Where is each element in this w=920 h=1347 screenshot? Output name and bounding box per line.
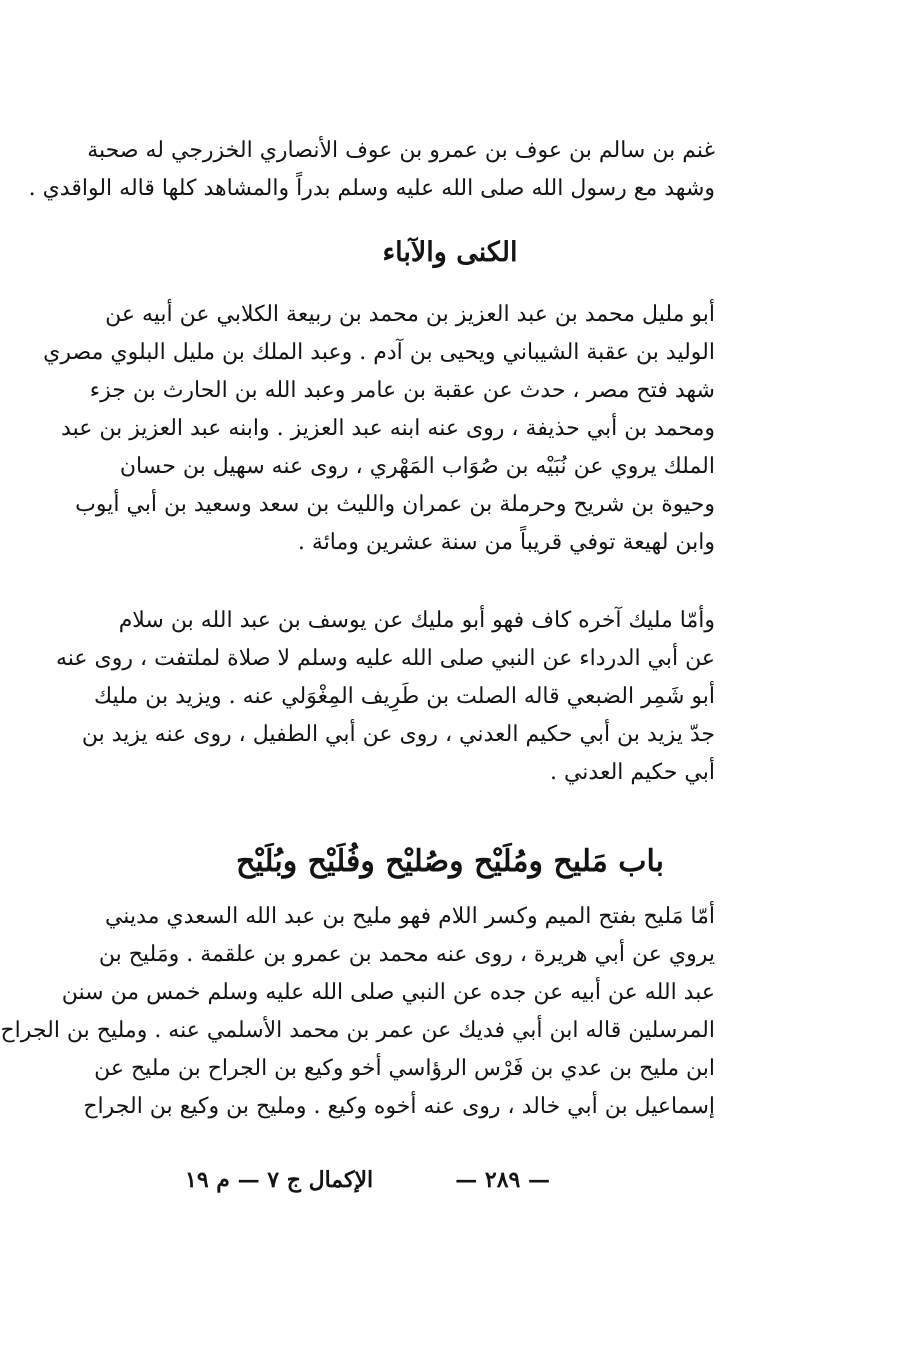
text-line: عبد الله عن أبيه عن جده عن النبي صلى الله عليه وسلم خمس من سنن bbox=[61, 980, 715, 1005]
text-line: أبو شَمِر الضبعي قاله الصلت بن طَرِيف المِغْوَلي عنه . ويزيد بن مليك bbox=[94, 684, 715, 709]
text-line: أبو مليل محمد بن عبد العزيز بن محمد بن ربيعة الكلابي عن أبيه عن bbox=[105, 302, 715, 327]
chapter-heading: باب مَليح ومُلَيْح وصُليْح وفُلَيْح وبُلَيْح bbox=[236, 844, 664, 879]
page-number: — ٢٨٩ — bbox=[455, 1167, 550, 1193]
text-line: الملك يروي عن نُبَيْه بن صُوَاب المَهْري ، روى عنه سهيل بن حسان bbox=[119, 454, 715, 479]
text-line: ومحمد بن أبي حذيفة ، روى عنه ابنه عبد العزيز . وابنه عبد العزيز بن عبد bbox=[61, 416, 715, 441]
text-line: يروي عن أبي هريرة ، روى عنه محمد بن عمرو بن علقمة . ومَليح بن bbox=[98, 942, 715, 967]
section-heading: الكنى والآباء bbox=[382, 237, 518, 268]
text-line: وابن لهيعة توفي قريباً من سنة عشرين ومائة . bbox=[297, 530, 715, 555]
page-footer bbox=[185, 1160, 715, 1200]
paragraph bbox=[0, 898, 715, 1126]
text-line: وأمّا مليك آخره كاف فهو أبو مليك عن يوسف بن عبد الله بن سلام bbox=[118, 608, 715, 633]
text-line: إسماعيل بن أبي خالد ، روى عنه أخوه وكيع . ومليح بن وكيع بن الجراح bbox=[83, 1094, 715, 1119]
text-line: أبي حكيم العدني . bbox=[549, 760, 715, 785]
paragraph bbox=[55, 602, 715, 792]
text-line: المرسلين قاله ابن أبي فديك عن عمر بن محمد الأسلمي عنه . ومليح بن الجراح bbox=[0, 1018, 715, 1043]
text-line: شهد فتح مصر ، حدث عن عقبة بن عامر وعبد الله بن الحارث بن جزء bbox=[89, 378, 715, 403]
text-line: ابن مليح بن عدي بن فَرْس الرؤاسي أخو وكيع بن الجراح بن مليح عن bbox=[94, 1056, 715, 1081]
text-line: جدّ يزيد بن أبي حكيم العدني ، روى عن أبي الطفيل ، روى عنه يزيد بن bbox=[81, 722, 715, 747]
top-paragraph bbox=[28, 132, 715, 208]
text-line: وحيوة بن شريح وحرملة بن عمران والليث بن سعد وسعيد بن أبي أيوب bbox=[75, 492, 715, 517]
signature-mark: الإكمال ج ٧ — م ١٩ bbox=[185, 1167, 374, 1193]
text-line: الوليد بن عقبة الشيباني ويحيى بن آدم . وعبد الملك بن مليل البلوي مصري bbox=[43, 340, 715, 365]
text-line: أمّا مَليح بفتح الميم وكسر اللام فهو مليح بن عبد الله السعدي مديني bbox=[104, 904, 715, 929]
paragraph bbox=[43, 296, 715, 562]
text-line: غنم بن سالم بن عوف بن عمرو بن عوف الأنصاري الخزرجي له صحبة bbox=[87, 138, 715, 163]
text-line: عن أبي الدرداء عن النبي صلى الله عليه وسلم لا صلاة لملتفت ، روى عنه bbox=[55, 646, 715, 671]
text-line: وشهد مع رسول الله صلى الله عليه وسلم بدراً والمشاهد كلها قاله الواقدي . bbox=[28, 176, 715, 201]
